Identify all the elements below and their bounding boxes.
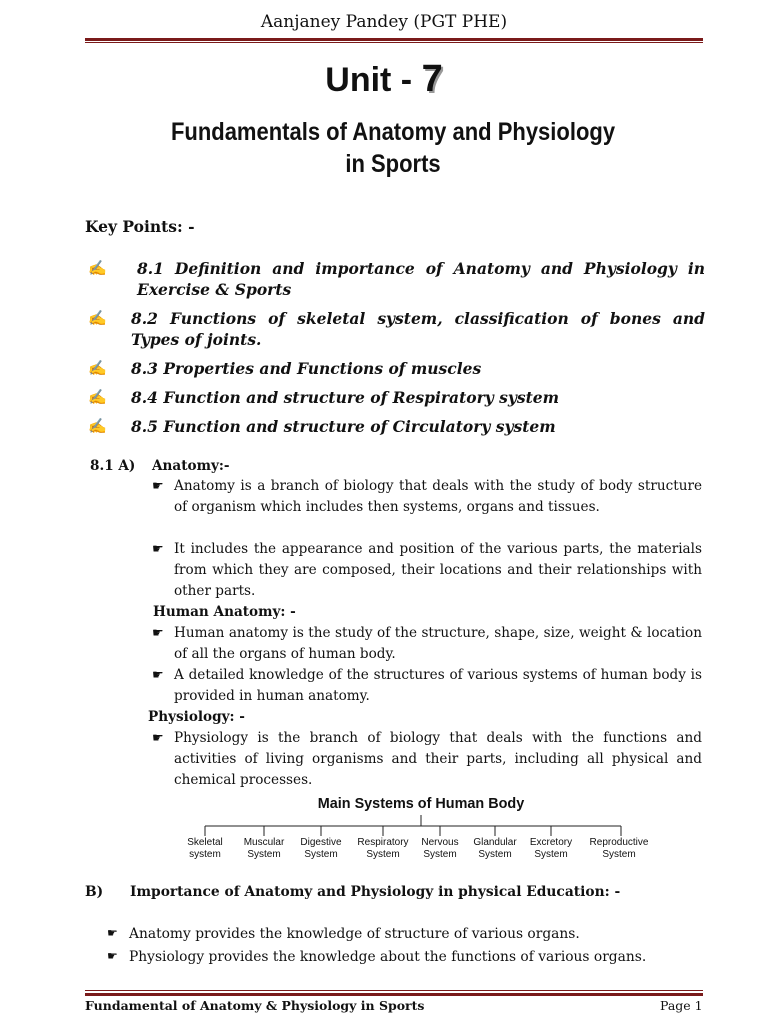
unit-heading [0, 58, 768, 101]
key-point-item [85, 358, 705, 379]
key-point-item [85, 308, 705, 350]
header-rule-thin [85, 42, 703, 43]
key-point-item [85, 416, 705, 437]
system-label-skeletal: Skeletal system [187, 837, 223, 860]
page-header-author: Aanjaney Pandey (PGT PHE) [260, 12, 508, 32]
importance-bullet-text: Anatomy provides the knowledge of structure of various organs. [129, 926, 580, 942]
pointing-hand-icon: ☛ [152, 731, 164, 746]
system-label-respiratory: Respiratory System [357, 837, 409, 860]
writing-hand-icon: ✍ [88, 309, 107, 327]
footer-rule [85, 993, 703, 996]
section-b-label: B) [85, 884, 104, 900]
chapter-title-line1: Fundamentals of Anatomy and Physiology [170, 118, 616, 146]
pointing-hand-icon: ☛ [152, 668, 164, 683]
section-a-heading: Anatomy:- [152, 458, 230, 474]
systems-tree-lines [175, 812, 665, 838]
writing-hand-icon: ✍ [88, 388, 107, 406]
unit-number: 7 [421, 58, 443, 100]
system-label-digestive: Digestive System [300, 837, 342, 860]
chapter-title-line2: in Sports [345, 150, 441, 178]
writing-hand-icon: ✍ [88, 417, 107, 435]
key-points-heading: Key Points: - [85, 217, 195, 236]
importance-bullet-text: Physiology provides the knowledge about the functions of various organs. [129, 949, 647, 965]
key-point-text: 8.5 Function and structure of Circulatory system [131, 417, 556, 436]
importance-bullet [107, 926, 580, 942]
key-point-item [85, 387, 705, 408]
footer-title: Fundamental of Anatomy & Physiology in Sports [85, 998, 425, 1013]
page-number: Page 1 [660, 998, 703, 1013]
writing-hand-icon: ✍ [88, 259, 107, 277]
key-point-text: 8.4 Function and structure of Respiratory system [131, 388, 560, 407]
physiology-bullet [152, 728, 702, 791]
anatomy-bullet-text: It includes the appearance and position of the various parts, the materials from which they are composed, their locations and their relationships with other parts. [174, 541, 702, 599]
pointing-hand-icon: ☛ [107, 949, 118, 963]
section-a-number: 8.1 A) [90, 458, 136, 474]
diagram-title: Main Systems of Human Body [317, 795, 525, 812]
system-label-muscular: Muscular System [243, 837, 285, 860]
importance-bullet [107, 949, 647, 965]
pointing-hand-icon: ☛ [152, 542, 164, 557]
anatomy-bullet-text: Anatomy is a branch of biology that deals with the study of body structure of organism which includes then systems, organs and tissues. [174, 478, 702, 515]
human-anatomy-bullet-text: Human anatomy is the study of the structure, shape, size, weight & location of all the organs of human body. [174, 625, 702, 662]
pointing-hand-icon: ☛ [107, 926, 118, 940]
human-anatomy-heading: Human Anatomy: - [153, 604, 296, 620]
human-anatomy-bullet-text: A detailed knowledge of the structures of various systems of human body is provided in human anatomy. [174, 667, 702, 704]
key-point-text: 8.3 Properties and Functions of muscles [131, 359, 482, 378]
system-label-nervous: Nervous System [421, 837, 459, 860]
system-label-glandular: Glandular System [473, 837, 517, 860]
anatomy-bullet [152, 539, 702, 602]
section-b-heading: Importance of Anatomy and Physiology in physical Education: - [130, 884, 621, 900]
writing-hand-icon: ✍ [88, 359, 107, 377]
system-label-reproductive: Reproductive System [589, 837, 649, 860]
key-point-text: 8.1 Definition and importance of Anatomy and Physiology in Exercise & Sports [137, 259, 705, 299]
physiology-heading: Physiology: - [148, 709, 245, 725]
pointing-hand-icon: ☛ [152, 626, 164, 641]
system-label-excretory: Excretory System [529, 837, 573, 860]
chapter-title [47, 116, 739, 180]
human-anatomy-bullet [152, 665, 702, 707]
key-point-text: 8.2 Functions of skeletal system, classification of bones and Types of joints. [131, 309, 705, 349]
human-anatomy-bullet [152, 623, 702, 665]
key-point-item [85, 258, 705, 300]
footer-rule-thin [85, 990, 703, 991]
physiology-bullet-text: Physiology is the branch of biology that deals with the functions and activities of living organisms and their parts, including all physical and chemical processes. [174, 730, 702, 788]
pointing-hand-icon: ☛ [152, 479, 164, 494]
unit-label: Unit - [325, 61, 413, 99]
anatomy-bullet [152, 476, 702, 518]
key-points-list [85, 258, 705, 445]
header-rule [85, 38, 703, 41]
